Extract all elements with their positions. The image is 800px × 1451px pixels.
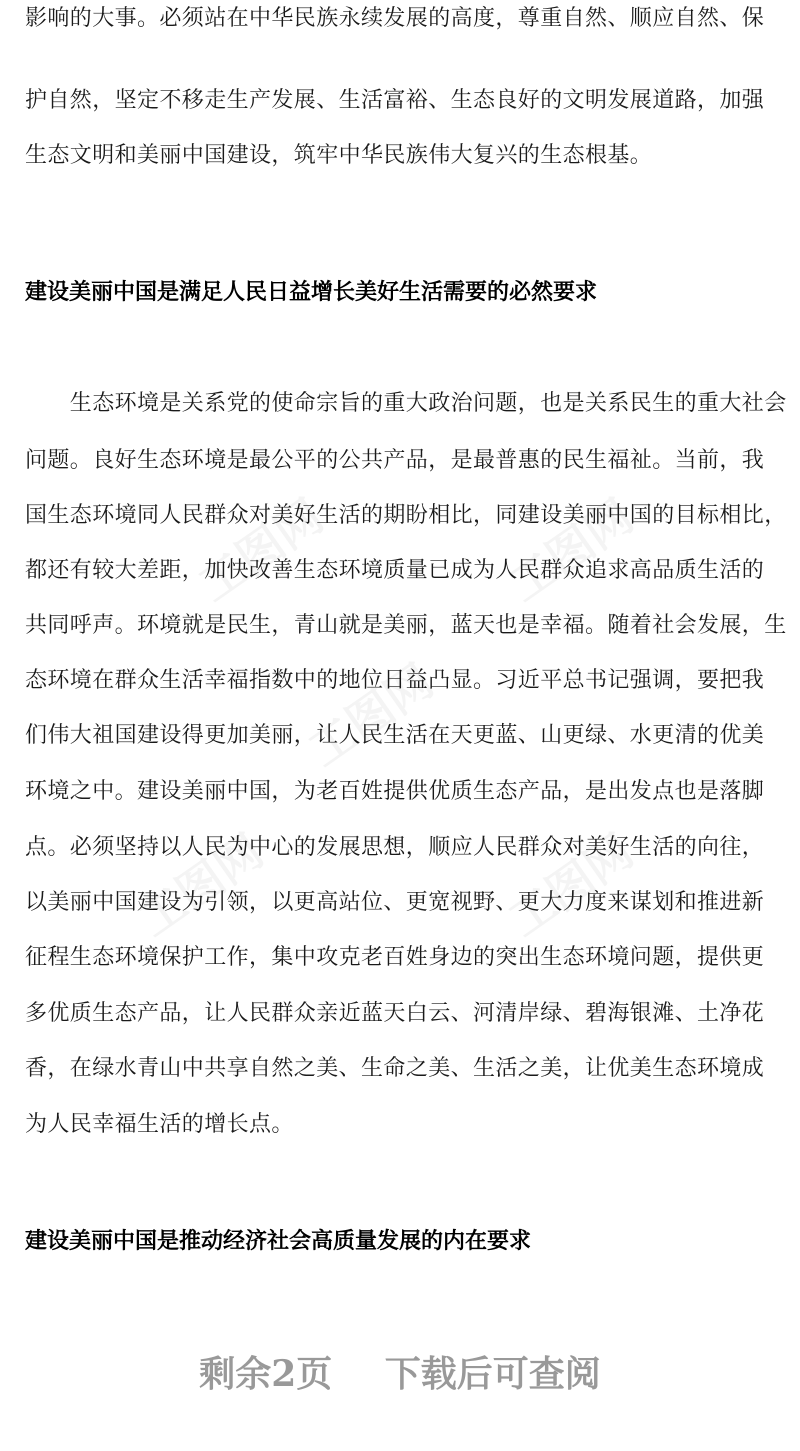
- section-heading: 建设美丽中国是满足人民日益增长美好生活需要的必然要求: [25, 280, 598, 305]
- text-line: 影响的大事。必须站在中华民族永续发展的高度，尊重自然、顺应自然、保: [25, 6, 765, 31]
- section-heading: 建设美丽中国是推动经济社会高质量发展的内在要求: [25, 1229, 532, 1254]
- text-line: 护自然，坚定不移走生产发展、生活富裕、生态良好的文明发展道路，加强: [25, 88, 765, 113]
- text-line: 问题。良好生态环境是最公平的公共产品，是最普惠的民生福祉。当前，我: [25, 448, 765, 473]
- download-to-read-link[interactable]: 下载后可查阅: [384, 1353, 601, 1395]
- text-line: 为人民幸福生活的增长点。: [25, 1112, 294, 1137]
- text-line: 香，在绿水青山中共享自然之美、生命之美、生活之美，让优美生态环境成: [25, 1056, 765, 1081]
- text-line: 都还有较大差距，加快改善生态环境质量已成为人民群众追求高品质生活的: [25, 558, 765, 583]
- text-line: 生态环境是关系党的使命宗旨的重大政治问题，也是关系民生的重大社会: [25, 391, 787, 416]
- download-prompt[interactable]: [0, 1352, 800, 1396]
- text-line: 国生态环境同人民群众对美好生活的期盼相比，同建设美丽中国的目标相比，: [25, 503, 787, 528]
- remaining-pages-label[interactable]: 剩余2页: [199, 1353, 333, 1395]
- text-line: 共同呼声。环境就是民生，青山就是美丽，蓝天也是幸福。随着社会发展，生: [25, 613, 787, 638]
- text-line: 环境之中。建设美丽中国，为老百姓提供优质生态产品，是出发点也是落脚: [25, 779, 765, 804]
- text-line: 点。必须坚持以人民为中心的发展思想，顺应人民群众对美好生活的向往，: [25, 835, 765, 860]
- text-line: 征程生态环境保护工作，集中攻克老百姓身边的突出生态环境问题，提供更: [25, 945, 765, 970]
- text-line: 态环境在群众生活幸福指数中的地位日益凸显。习近平总书记强调，要把我: [25, 668, 765, 693]
- text-line: 以美丽中国建设为引领，以更高站位、更宽视野、更大力度来谋划和推进新: [25, 890, 765, 915]
- text-line: 们伟大祖国建设得更加美丽，让人民生活在天更蓝、山更绿、水更清的优美: [25, 723, 765, 748]
- text-line: 多优质生态产品，让人民群众亲近蓝天白云、河清岸绿、碧海银滩、土净花: [25, 1001, 765, 1026]
- text-line: 生态文明和美丽中国建设，筑牢中华民族伟大复兴的生态根基。: [25, 143, 653, 168]
